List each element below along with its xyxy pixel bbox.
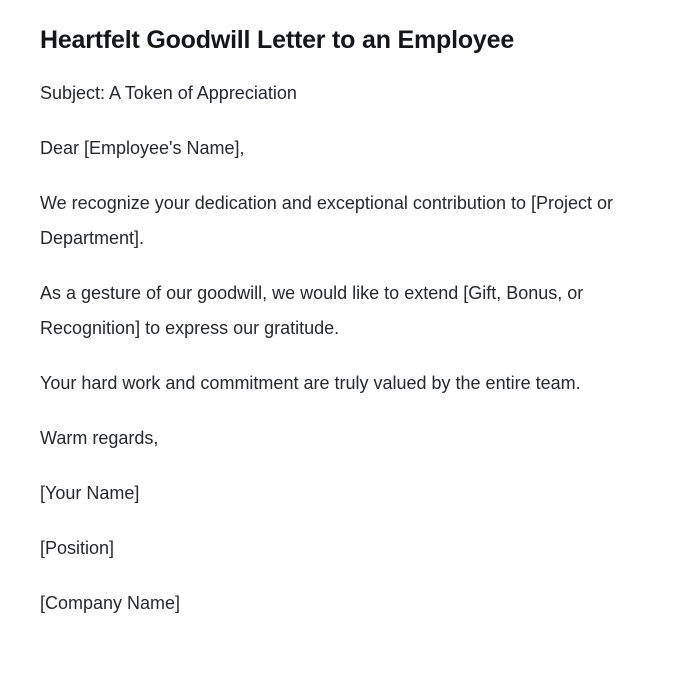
letter-title: Heartfelt Goodwill Letter to an Employee [40,26,515,54]
signature-name: [Your Name] [40,483,140,503]
subject-line: Subject: A Token of Appreciation [40,83,297,103]
closing: Warm regards, [40,428,159,448]
signature-position: [Position] [40,538,115,558]
body-paragraph-3: Your hard work and commitment are truly valued by the entire team. [40,373,581,393]
signature-company: [Company Name] [40,593,181,613]
body-paragraph-2: As a gesture of our goodwill, we would like to extend [Gift, Bonus, or Recognition] to express our gratitude. [40,283,584,338]
salutation: Dear [Employee's Name], [40,138,245,158]
body-paragraph-1: We recognize your dedication and exceptional contribution to [Project or Department]. [40,193,614,248]
